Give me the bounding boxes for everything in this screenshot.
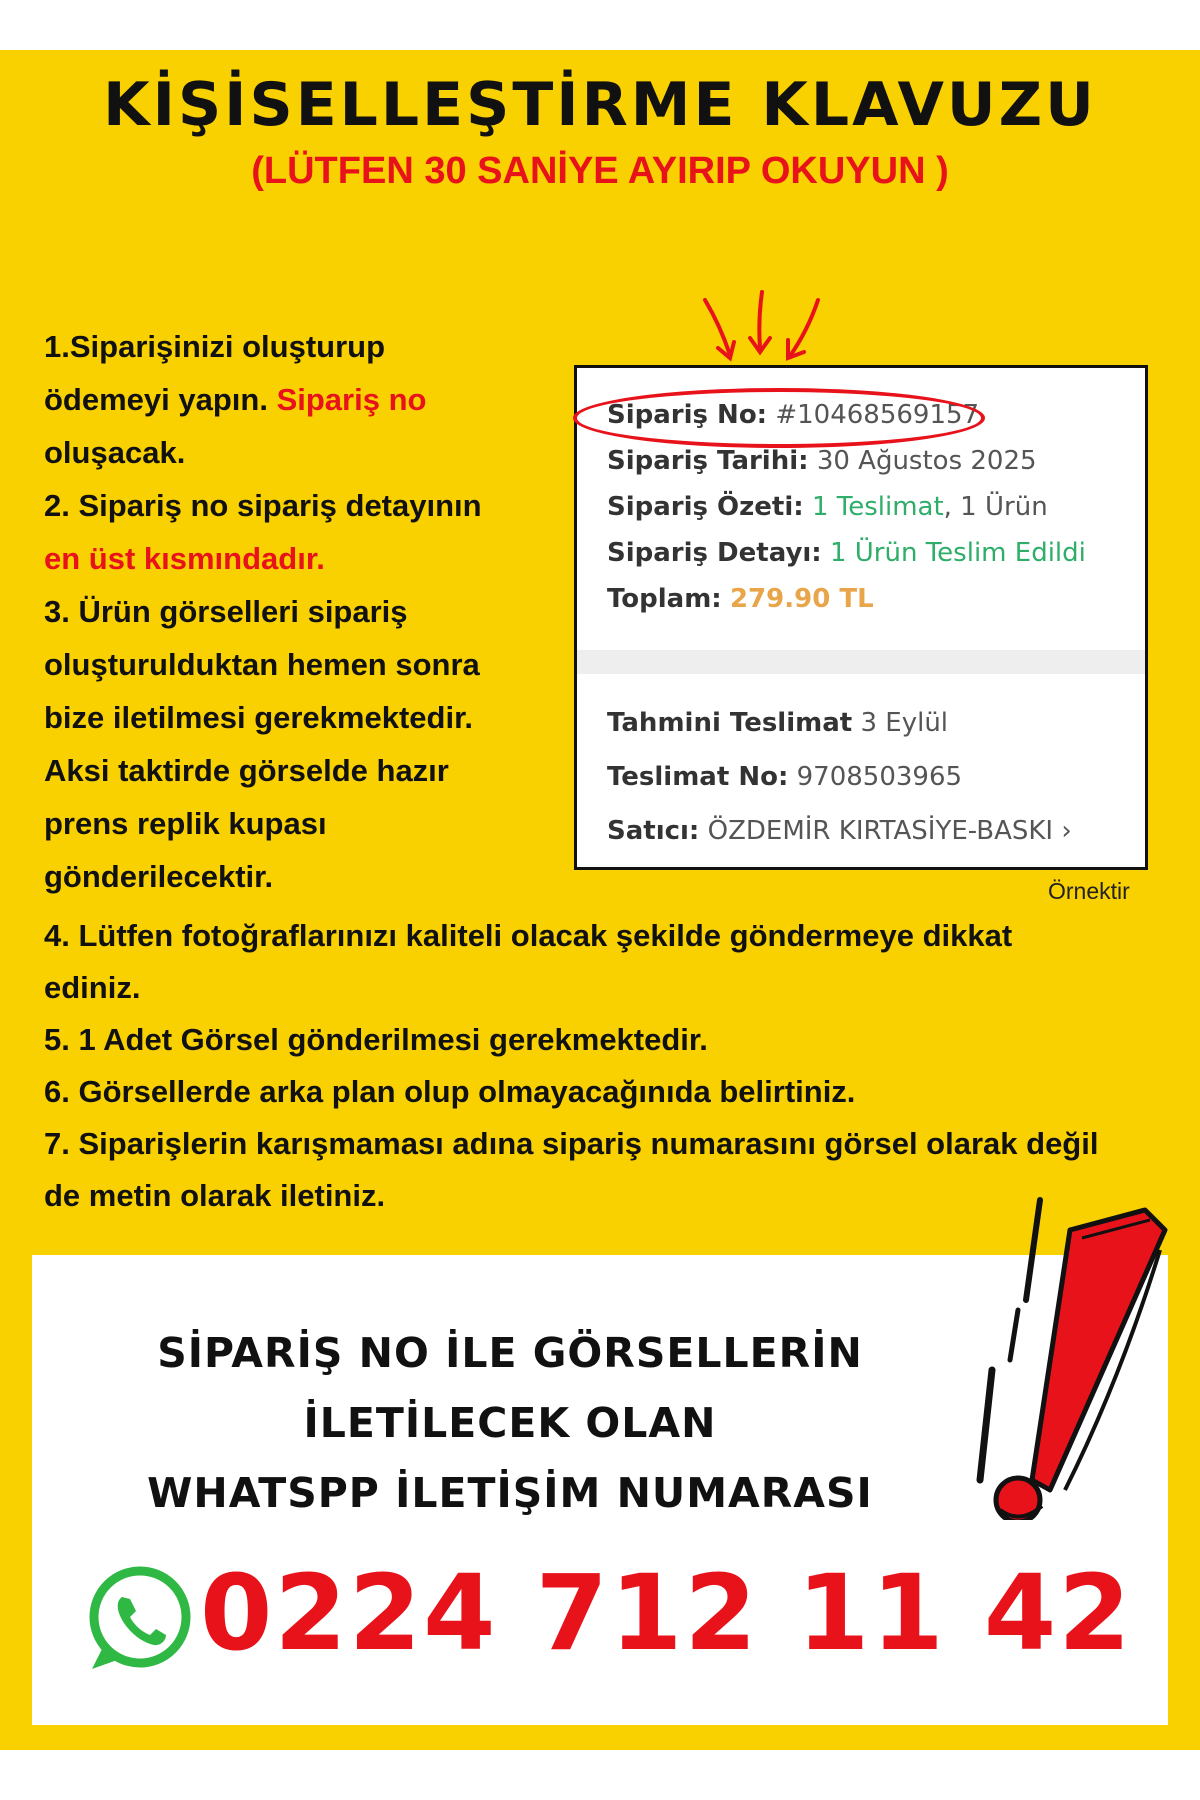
- step-3-line-f: gönderilecektir.: [44, 859, 274, 894]
- order-summary-label: Sipariş Özeti:: [607, 492, 804, 522]
- contact-line-1: SİPARİŞ NO İLE GÖRSELLERİN: [157, 1329, 863, 1377]
- whatsapp-icon: [84, 1565, 194, 1675]
- order-detail-label: Sipariş Detayı:: [607, 538, 822, 568]
- step-3-line-b: oluşturulduktan hemen sonra: [44, 647, 480, 682]
- order-summary-items: , 1 Ürün: [943, 492, 1048, 522]
- contact-line-2: İLETİLECEK OLAN: [303, 1399, 717, 1447]
- step-3-line-c: bize iletilmesi gerekmektedir.: [44, 700, 474, 735]
- arrows-icon: [690, 290, 830, 370]
- order-date-label: Sipariş Tarihi:: [607, 446, 809, 476]
- contact-line-3: WHATSPP İLETİŞİM NUMARASI: [147, 1469, 873, 1517]
- step-5: 5. 1 Adet Görsel gönderilmesi gerekmektedir.: [44, 1022, 708, 1057]
- order-no-label: Sipariş No:: [607, 400, 768, 430]
- order-summary-delivery: 1 Teslimat: [811, 492, 944, 522]
- order-date-row: [607, 446, 1037, 476]
- exclamation-icon: [970, 1190, 1170, 1520]
- order-detail-row: [607, 538, 1086, 568]
- step-1-text: ödemeyi yapın.: [44, 382, 277, 417]
- order-summary-row: [607, 492, 1048, 522]
- step-1-highlight: Sipariş no: [276, 382, 427, 417]
- step-1-line-a: 1.Siparişinizi oluşturup: [44, 329, 386, 364]
- page-subtitle: (LÜTFEN 30 SANİYE AYIRIP OKUYUN ): [251, 150, 949, 192]
- card-divider: [577, 650, 1145, 674]
- order-total-row: [607, 584, 874, 614]
- seller-label: Satıcı:: [607, 816, 700, 846]
- eta-row: [607, 708, 948, 738]
- contact-heading: [60, 1318, 960, 1528]
- order-detail-value: 1 Ürün Teslim Edildi: [829, 538, 1086, 568]
- delivery-no-row: [607, 762, 962, 792]
- order-date-value: 30 Ağustos 2025: [816, 446, 1037, 476]
- order-no-value: #10468569157: [775, 400, 980, 430]
- example-caption: Örnektir: [1048, 878, 1130, 904]
- step-3-line-a: 3. Ürün görselleri sipariş: [44, 594, 408, 629]
- step-3-line-d: Aksi taktirde görselde hazır: [44, 753, 449, 788]
- page-title: KİŞİSELLEŞTİRME KLAVUZU: [103, 70, 1097, 140]
- seller-row: [607, 816, 1072, 846]
- step-2-line-a: 2. Sipariş no sipariş detayının: [44, 488, 482, 523]
- delivery-no-value: 9708503965: [796, 762, 963, 792]
- step-3-line-e: prens replik kupası: [44, 806, 327, 841]
- step-7-line-a: 7. Siparişlerin karışmaması adına sipariş numarasını görsel olarak değil: [44, 1126, 1099, 1161]
- eta-value: 3 Eylül: [860, 708, 949, 738]
- step-6: 6. Görsellerde arka plan olup olmayacağınıda belirtiniz.: [44, 1074, 856, 1109]
- step-4-line-b: ediniz.: [44, 970, 141, 1005]
- whatsapp-phone-number[interactable]: 0224 712 11 42: [200, 1552, 1133, 1674]
- order-total-label: Toplam:: [607, 584, 722, 614]
- step-1-line-c: oluşacak.: [44, 435, 186, 470]
- step-4-line-a: 4. Lütfen fotoğraflarınızı kaliteli olacak şekilde göndermeye dikkat: [44, 918, 1013, 953]
- order-total-value: 279.90 TL: [729, 584, 874, 614]
- steps-left: [44, 320, 544, 903]
- step-7-line-b: de metin olarak iletiniz.: [44, 1178, 386, 1213]
- steps-bottom: [44, 910, 1174, 1222]
- step-2-highlight: en üst kısmındadır.: [44, 541, 325, 576]
- delivery-no-label: Teslimat No:: [607, 762, 789, 792]
- step-1-line-b: [44, 373, 544, 426]
- order-no-highlight-oval: [573, 388, 985, 448]
- eta-label: Tahmini Teslimat: [607, 708, 853, 738]
- seller-value: ÖZDEMİR KIRTASİYE-BASKI ›: [707, 816, 1072, 846]
